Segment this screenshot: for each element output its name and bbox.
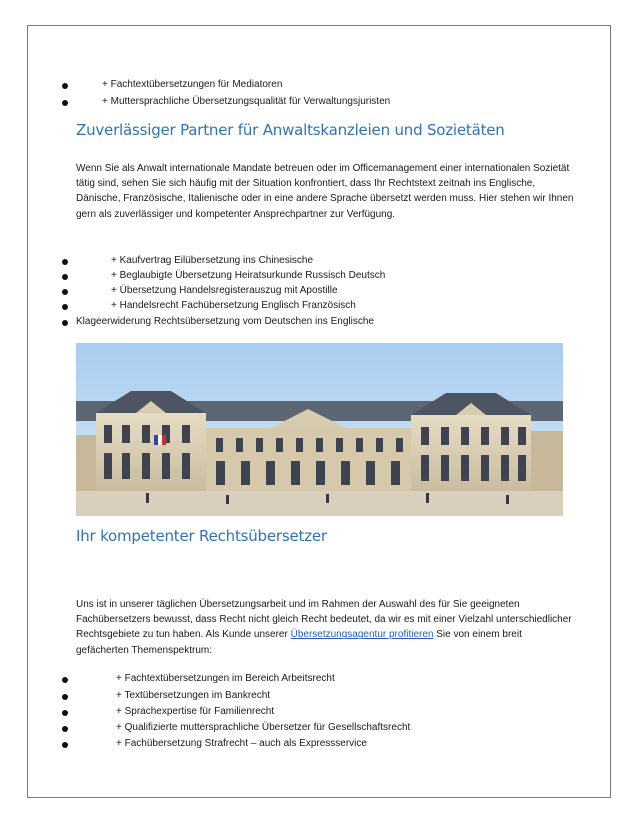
list-item: + Kaufvertrag Eilübersetzung ins Chinesische	[111, 255, 314, 266]
list-item: + Muttersprachliche Übersetzungsqualität für Verwaltungsjuristen	[102, 96, 391, 107]
section-heading-partner: Zuverlässiger Partner für Anwaltskanzleien und Sozietäten	[76, 121, 505, 139]
bullet-icon	[62, 710, 68, 716]
list-item: + Fachübersetzung Strafrecht – auch als Expressservice	[116, 738, 367, 749]
bullet-icon	[62, 100, 68, 106]
paragraph-partner: Wenn Sie als Anwalt internationale Mandate betreuen oder im Officemanagement einer internationalen Sozietät tätig sind, sehen Sie sich häufig mit der Situation konfrontiert, dass Ihr Rechtstext zeitnah ins Englische, Dänische, Französische, Italienische oder in eine andere Sprache übersetzt werden muss. Hier stehen wir Ihnen gern als zuverlässiger und kompetenter Ansprechpartner zur Verfügung.	[76, 163, 574, 220]
list-item: + Fachtextübersetzungen für Mediatoren	[102, 79, 283, 90]
bullet-icon	[62, 274, 68, 280]
bullet-icon	[62, 726, 68, 732]
paragraph-text: Uns ist in unserer täglichen Übersetzungsarbeit und im Rahmen der Auswahl des für Sie geeigneten Fachübersetzers bewusst, dass Recht nicht gleich Recht bedeutet, da wir es mit einer Vielzahl unterschiedlicher Rechtsgebiete zu tun haben. Als Kunde unserer	[76, 599, 572, 641]
agency-link[interactable]: Übersetzungsagentur profitieren	[290, 629, 434, 641]
paragraph-translator	[76, 597, 576, 658]
list-item: + Übersetzung Handelsregisterauszug mit Apostille	[111, 285, 338, 296]
bullet-icon	[62, 742, 68, 748]
bullet-icon	[62, 289, 68, 295]
bullet-icon	[62, 320, 68, 326]
list-item: + Handelsrecht Fachübersetzung Englisch Französisch	[111, 300, 356, 311]
bullet-icon	[62, 304, 68, 310]
list-item: Klageerwiderung Rechtsübersetzung vom Deutschen ins Englische	[76, 316, 374, 327]
list-item: + Fachtextübersetzungen im Bereich Arbeitsrecht	[116, 673, 335, 684]
bullet-icon	[62, 677, 68, 683]
paragraph-text: Sie von einem breit gefächerten Themenspektrum:	[76, 629, 522, 656]
list-item: + Textübersetzungen im Bankrecht	[116, 690, 271, 701]
bullet-icon	[62, 259, 68, 265]
list-item: + Sprachexpertise für Familienrecht	[116, 706, 275, 717]
section-heading-translator: Ihr kompetenter Rechtsübersetzer	[76, 527, 327, 545]
palace-photo	[76, 343, 563, 516]
bullet-icon	[62, 83, 68, 89]
list-item: + Beglaubigte Übersetzung Heiratsurkunde Russisch Deutsch	[111, 270, 386, 281]
bullet-icon	[62, 694, 68, 700]
list-item: + Qualifizierte muttersprachliche Übersetzer für Gesellschaftsrecht	[116, 722, 411, 733]
